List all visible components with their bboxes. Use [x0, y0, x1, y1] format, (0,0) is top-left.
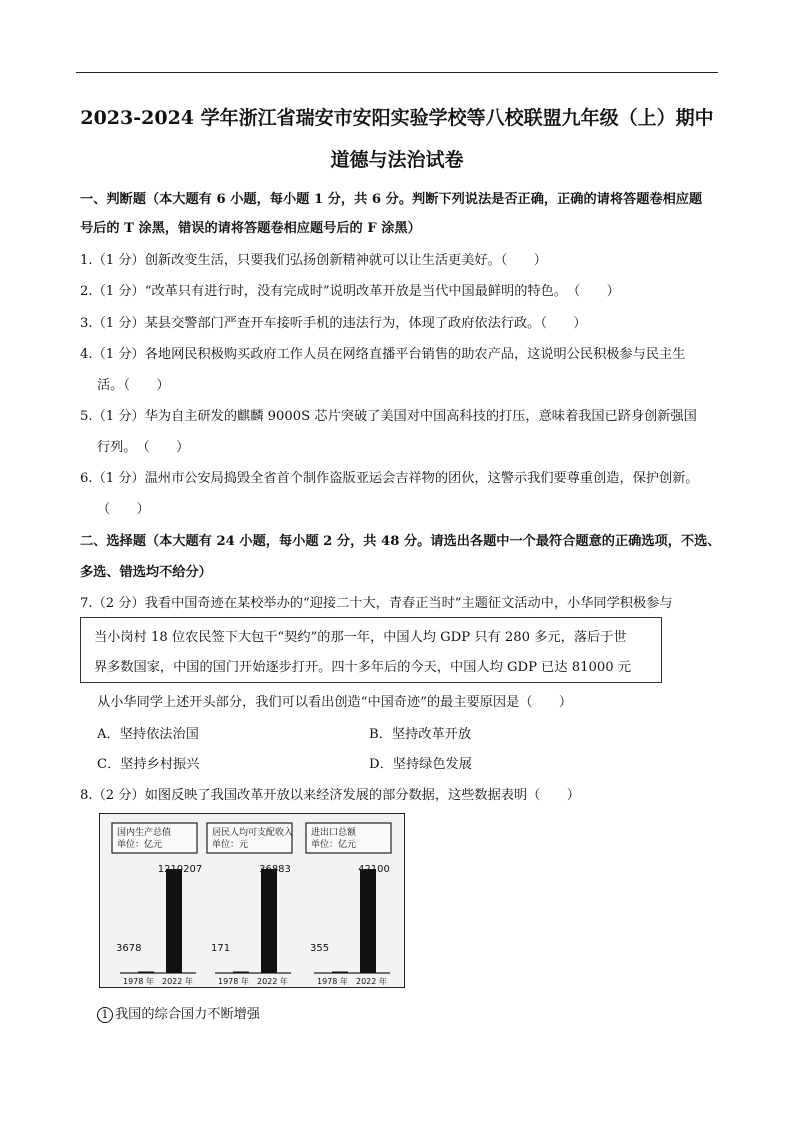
item-1-text: 我国的综合国力不断增强: [115, 1007, 261, 1022]
bar: [332, 972, 348, 974]
tick-label: 2022 年: [162, 977, 193, 986]
quote-line-1: 当小岗村 18 位农民签下大包干“契约”的那一年，中国人均 GDP 只有 280 多元，落后于世: [94, 630, 627, 645]
question-8-stem: 8.（2 分）如图反映了我国改革开放以来经济发展的部分数据，这些数据表明（ ）: [80, 788, 580, 803]
panel-unit: 单位：元: [212, 840, 249, 850]
tick-label: 2022 年: [356, 977, 387, 986]
panel-title: 进出口总额: [311, 828, 357, 838]
quote-line-2: 界多数国家，中国的国门开始逐步打开。四十多年后的今天，中国人均 GDP 已达 81000 元: [94, 660, 632, 675]
section1-header: 一、判断题（本大题有 6 小题，每小题 1 分，共 6 分。判断下列说法是否正确，正确的请将答题卷相应题: [80, 192, 703, 207]
header-rule: [76, 72, 718, 73]
question-4: 4.（1 分）各地网民积极购买政府工作人员在网络直播平台销售的助农产品，这说明公民积极参与民主生: [80, 347, 686, 362]
value-label: 355: [310, 943, 330, 954]
section2-header-cont: 多选、错选均不给分）: [80, 565, 212, 580]
panel-title: 居民人均可支配收入: [212, 828, 294, 838]
bar: [233, 972, 249, 974]
value-label: 171: [211, 943, 231, 954]
question-6-cont: （ ）: [97, 502, 150, 517]
question-8-item-1: [97, 1003, 260, 1023]
question-5: 5.（1 分）华为自主研发的麒麟 9000S 芯片突破了美国对中国高科技的打压，意味着我国已跻身创新强国: [80, 409, 697, 424]
bar: [261, 869, 277, 973]
option-d: D．坚持绿色发展: [369, 757, 472, 772]
section2-header: 二、选择题（本大题有 24 小题，每小题 2 分，共 48 分。请选出各题中一个最符合题意的正确选项，不选、: [80, 534, 721, 549]
bar: [360, 869, 376, 973]
tick-label: 1978 年: [317, 977, 348, 986]
economic-data-chart: [99, 813, 405, 988]
doc-title-line1: 2023-2024 学年浙江省瑞安市安阳实验学校等八校联盟九年级（上）期中: [80, 107, 714, 129]
question-7-stem: 7.（2 分）我看中国奇迹在某校举办的“迎接二十大，青春正当时”主题征文活动中，小华同学积极参与: [80, 596, 673, 611]
question-5-cont: 行列。 （ ）: [97, 440, 190, 455]
option-b: B．坚持改革开放: [369, 727, 472, 742]
question-4-cont: 活。（ ）: [97, 378, 170, 393]
question-7-prompt: 从小华同学上述开头部分，我们可以看出创造“中国奇迹”的最主要原因是（ ）: [97, 695, 573, 710]
question-6: 6.（1 分）温州市公安局捣毁全省首个制作盗版亚运会吉祥物的团伙，这警示我们要尊重创造，保护创新。: [80, 471, 699, 486]
option-c: C．坚持乡村振兴: [97, 757, 200, 772]
question-2: 2.（1 分）“改革只有进行时，没有完成时”说明改革开放是当代中国最鲜明的特色。 （ ）: [80, 284, 620, 299]
section1-header-cont: 号后的 T 涂黑，错误的请将答题卷相应题号后的 F 涂黑）: [80, 221, 421, 236]
doc-title-line2: 道德与法治试卷: [330, 149, 464, 171]
question-3: 3.（1 分）某县交警部门严查开车接听手机的违法行为，体现了政府依法行政。（ ）: [80, 316, 587, 331]
panel-unit: 单位：亿元: [117, 840, 163, 850]
bar: [138, 972, 154, 974]
panel-title: 国内生产总值: [117, 828, 172, 838]
question-7-quote-box: [80, 617, 662, 683]
panel-unit: 单位：亿元: [311, 840, 357, 850]
circled-number: 1: [97, 1007, 113, 1023]
value-label: 36883: [259, 864, 291, 875]
bar: [166, 869, 182, 973]
chart-svg: [100, 814, 406, 989]
tick-label: 2022 年: [257, 977, 288, 986]
value-label: 3678: [116, 943, 142, 954]
value-label: 42100: [358, 864, 390, 875]
value-label: 1210207: [157, 864, 203, 875]
tick-label: 1978 年: [123, 977, 154, 986]
tick-label: 1978 年: [218, 977, 249, 986]
question-1: 1.（1 分）创新改变生活，只要我们弘扬创新精神就可以让生活更美好。（ ）: [80, 253, 547, 268]
option-a: A．坚持依法治国: [97, 727, 199, 742]
